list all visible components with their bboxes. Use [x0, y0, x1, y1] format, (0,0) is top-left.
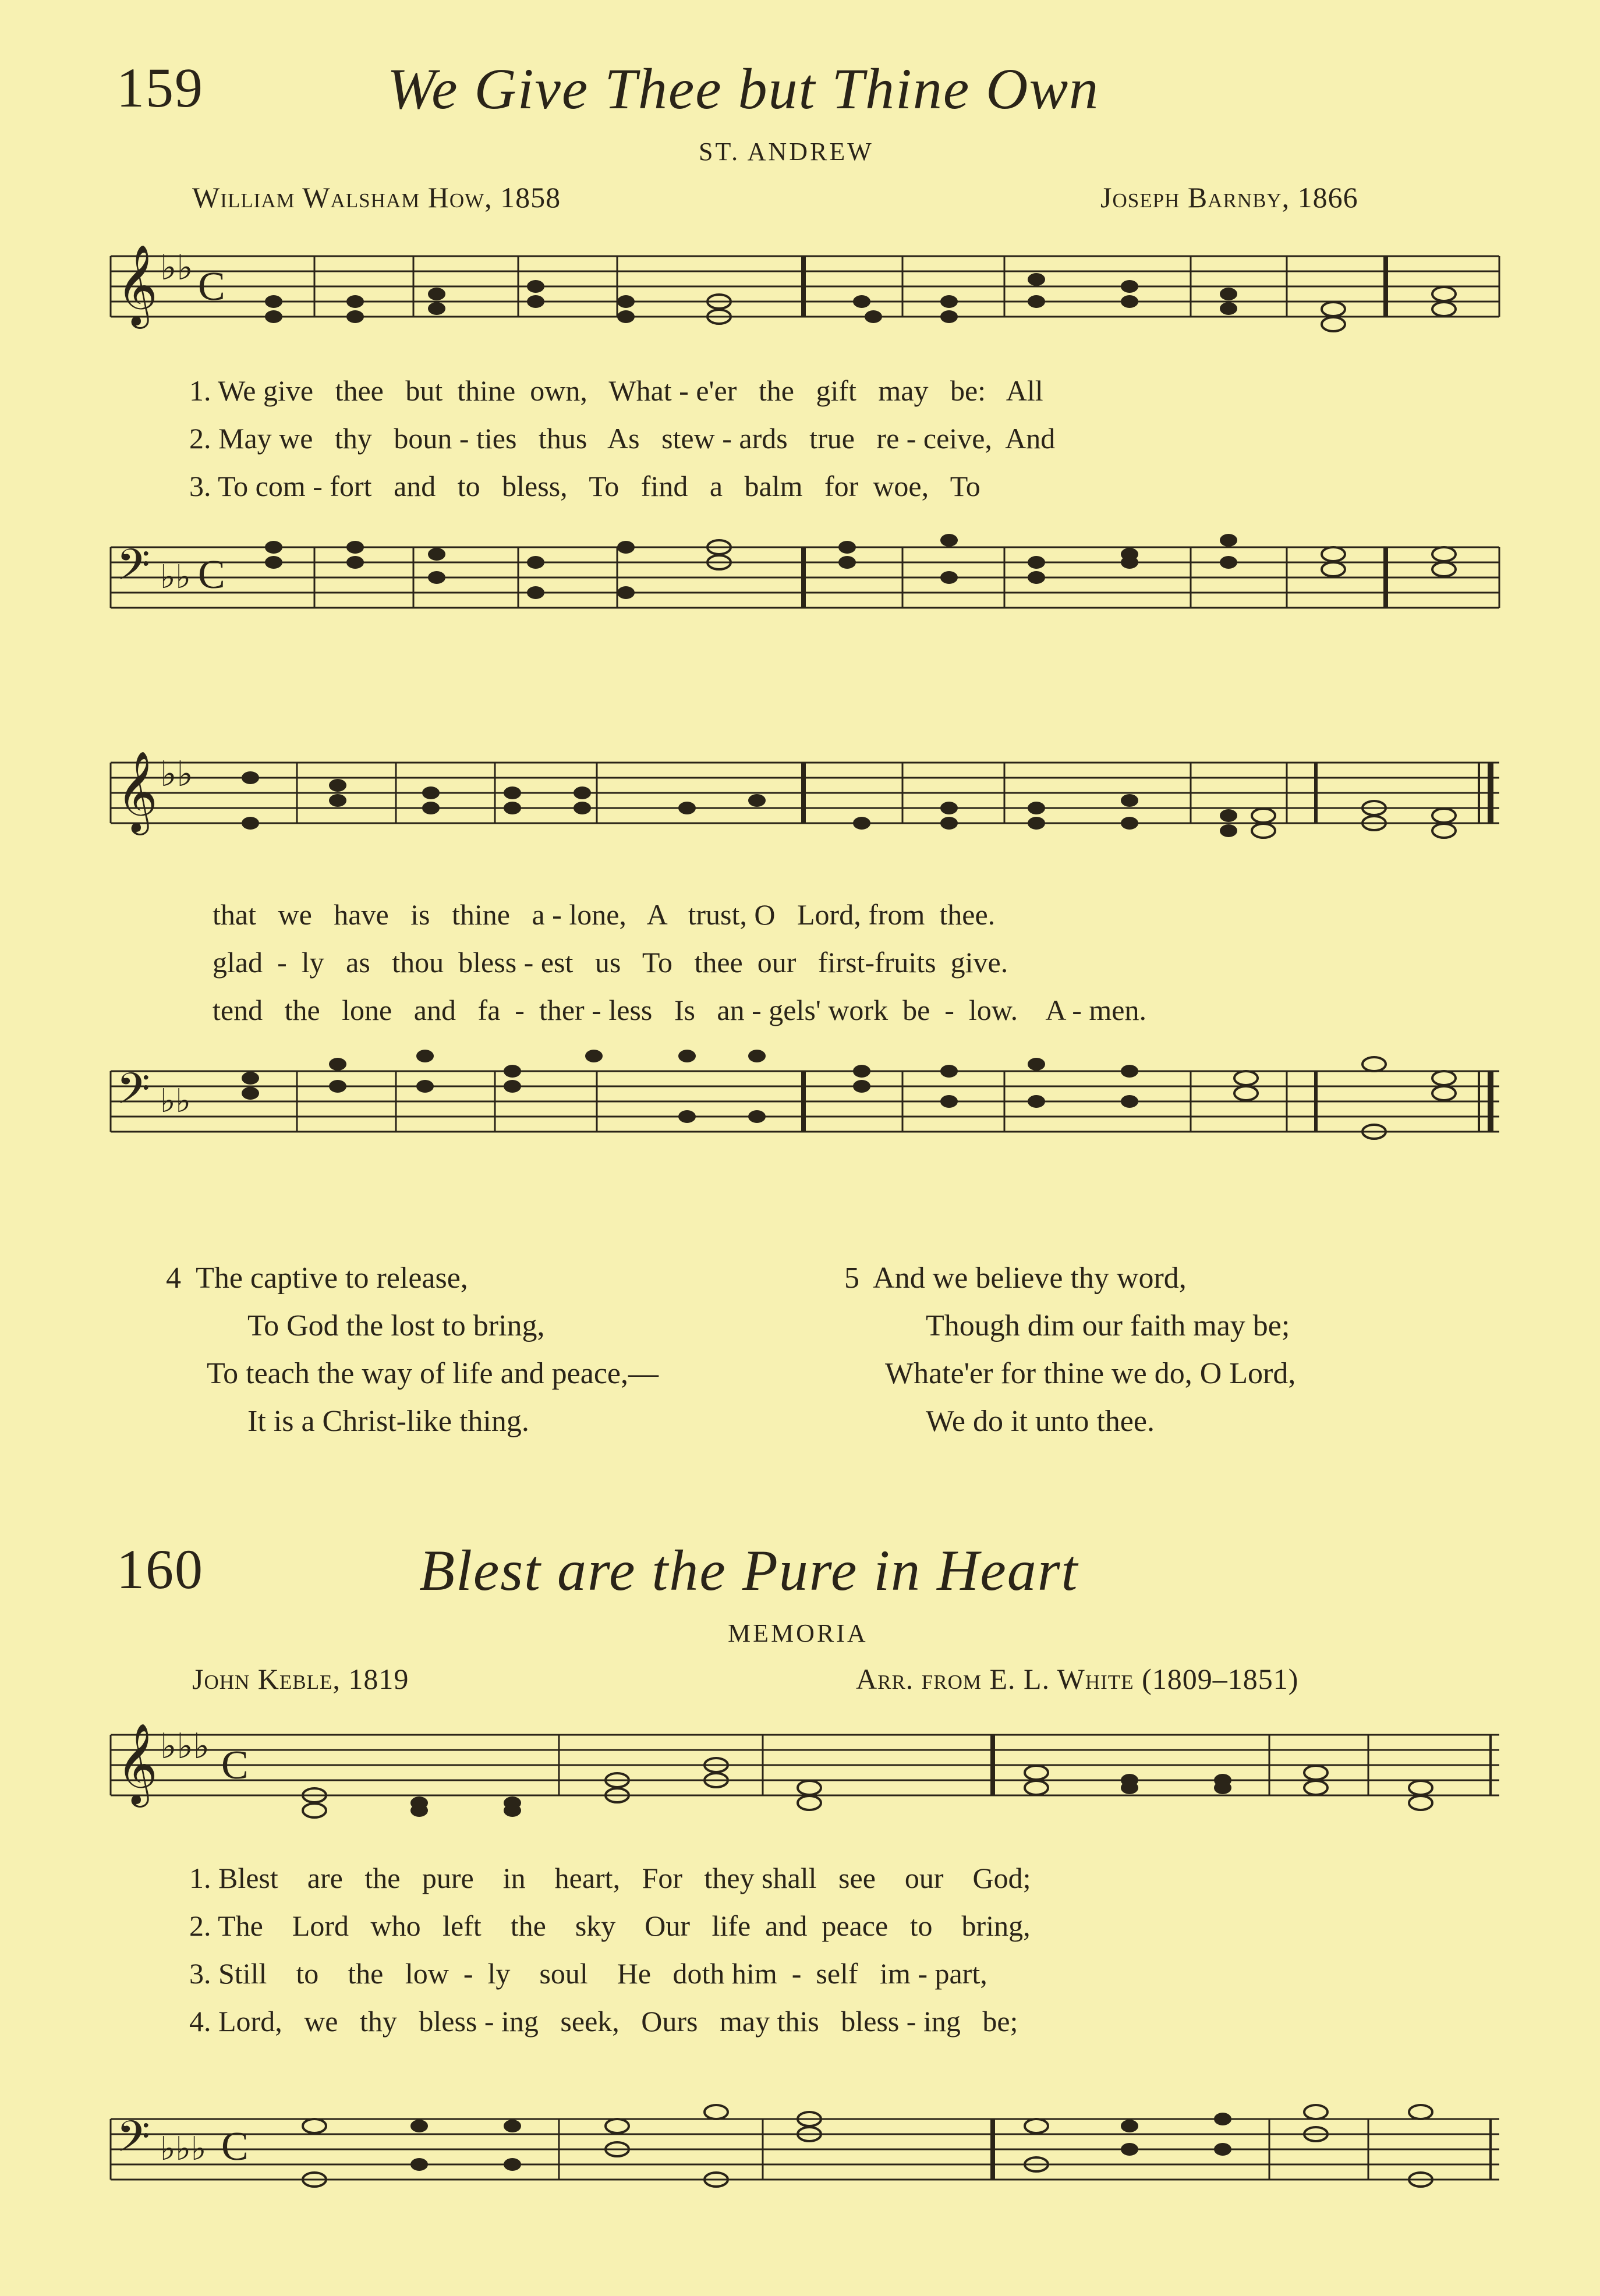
svg-text:♭♭: ♭♭ — [160, 755, 193, 793]
lyrics-system-1 — [189, 367, 1528, 510]
bass-staff-system-2 — [105, 1048, 1502, 1176]
verse-4 — [166, 1255, 659, 1445]
verse-line: To God the lost to bring, — [247, 1309, 545, 1342]
verse-line: Whate'er for thine we do, O Lord, — [885, 1357, 1296, 1390]
lyric-line: 3. To com - fort and to bless, To find a balm for woe, To — [189, 470, 980, 502]
svg-text:𝄢: 𝄢 — [116, 2114, 150, 2171]
author-credit: John Keble, 1819 — [192, 1663, 409, 1695]
verse-line: We do it unto thee. — [926, 1405, 1155, 1438]
lyric-line: 1. We give thee but thine own, What - e'er the gift may be: All — [189, 374, 1043, 407]
lyric-line: 2. The Lord who left the sky Our life and peace to bring, — [189, 1909, 1031, 1942]
lyric-line: 2. May we thy boun - ties thus As stew - ards true re - ceive, And — [189, 422, 1056, 455]
lyric-line: glad - ly as thou bless - est us To thee our first-fruits give. — [213, 946, 1008, 979]
svg-text:𝄢: 𝄢 — [116, 542, 150, 600]
verse-number: 5 — [844, 1262, 859, 1295]
hymn-number: 159 — [116, 56, 204, 119]
treble-staff-system-2 — [105, 739, 1502, 873]
verse-number: 4 — [166, 1262, 181, 1295]
verse-line: The captive to release, — [196, 1262, 468, 1295]
lyrics-hymn-160 — [189, 1854, 1528, 2045]
treble-staff-system-1 — [105, 233, 1502, 373]
verse-line: It is a Christ-like thing. — [247, 1405, 529, 1438]
verse-line: And we believe thy word, — [873, 1262, 1187, 1295]
composer-credit: Arr. from E. L. White (1809–1851) — [856, 1663, 1299, 1695]
hymn-title: Blest are the Pure in Heart — [419, 1538, 1079, 1603]
lyric-line: 4. Lord, we thy bless - ing seek, Ours may this bless - ing be; — [189, 2005, 1018, 2038]
hymn-title: We Give Thee but Thine Own — [387, 56, 1100, 121]
hymn-number: 160 — [116, 1538, 204, 1600]
svg-text:𝄞: 𝄞 — [116, 246, 158, 324]
svg-text:C: C — [221, 2124, 249, 2169]
verse-line: Though dim our faith may be; — [926, 1309, 1290, 1342]
svg-text:♭♭♭: ♭♭♭ — [160, 1727, 210, 1766]
svg-text:C: C — [221, 1743, 249, 1788]
svg-text:C: C — [198, 552, 225, 597]
lyrics-system-2 — [213, 891, 1552, 1034]
composer-credit: Joseph Barnby, 1866 — [1100, 181, 1358, 214]
svg-text:𝄞: 𝄞 — [116, 1725, 158, 1802]
treble-staff-hymn-160 — [105, 1712, 1502, 1845]
bass-staff-system-1 — [105, 524, 1502, 652]
bass-staff-hymn-160 — [105, 2096, 1502, 2224]
svg-text:𝄢: 𝄢 — [116, 1066, 150, 1124]
lyric-line: 3. Still to the low - ly soul He doth him - self im - part, — [189, 1957, 987, 1990]
lyric-line: 1. Blest are the pure in heart, For they shall see our God; — [189, 1862, 1031, 1894]
svg-text:♭♭: ♭♭ — [160, 1083, 191, 1119]
svg-text:♭♭♭: ♭♭♭ — [160, 2131, 207, 2167]
svg-text:♭♭: ♭♭ — [160, 249, 193, 287]
lyric-line: that we have is thine a - lone, A trust, O Lord, from thee. — [213, 898, 996, 931]
tune-name: ST. ANDREW — [699, 137, 874, 166]
tune-name: MEMORIA — [728, 1619, 868, 1647]
author-credit: William Walsham How, 1858 — [192, 181, 561, 214]
svg-text:C: C — [198, 264, 225, 309]
lyric-line: tend the lone and fa - ther - less Is an - gels' work be - low. A - men. — [213, 994, 1147, 1026]
svg-text:♭♭: ♭♭ — [160, 559, 191, 596]
verse-line: To teach the way of life and peace,— — [207, 1357, 659, 1390]
svg-text:𝄞: 𝄞 — [116, 753, 158, 830]
verse-5 — [844, 1255, 1295, 1445]
